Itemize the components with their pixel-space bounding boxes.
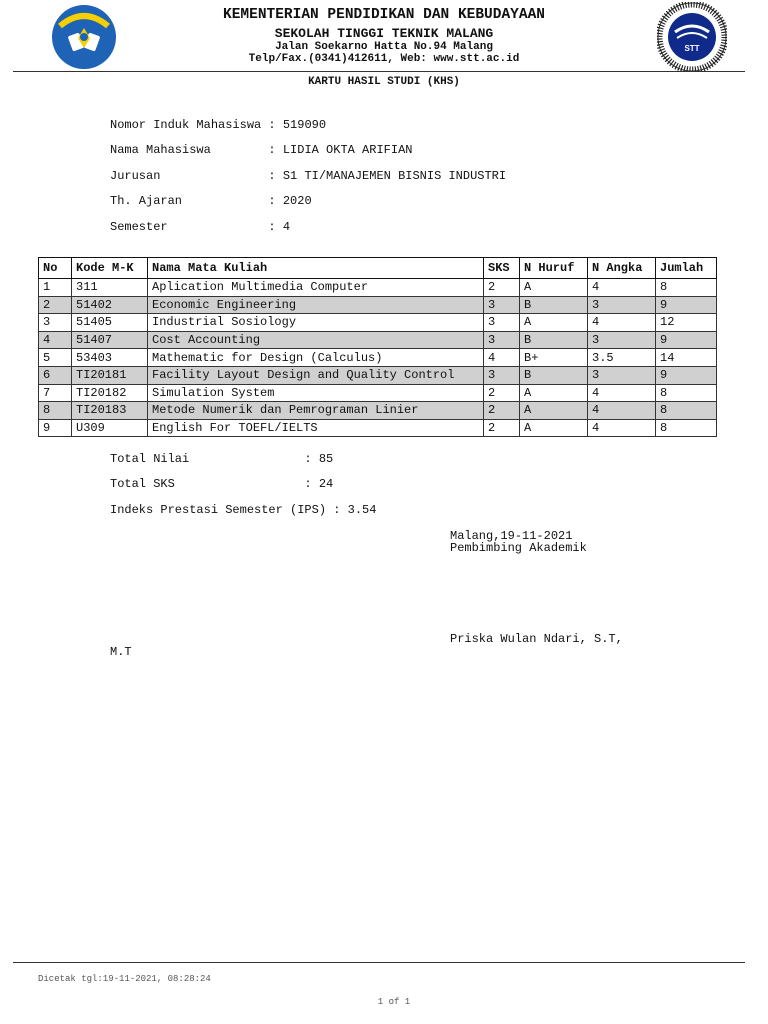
document-title: KARTU HASIL STUDI (KHS) (308, 76, 460, 88)
cell-course: English For TOEFL/IELTS (148, 419, 484, 437)
cell-sks: 3 (484, 314, 520, 332)
col-header-total: Jumlah (656, 258, 717, 279)
cell-number-grade: 3 (588, 296, 656, 314)
table-row (39, 296, 717, 314)
cell-sks: 2 (484, 402, 520, 420)
stt-logo-text: STT (684, 44, 700, 53)
cell-course: Mathematic for Design (Calculus) (148, 349, 484, 367)
cell-letter-grade: A (520, 419, 588, 437)
nim-label: Nomor Induk Mahasiswa : (110, 118, 276, 132)
cell-total: 14 (656, 349, 717, 367)
cell-number-grade: 4 (588, 419, 656, 437)
cell-total: 8 (656, 402, 717, 420)
cell-sks: 3 (484, 331, 520, 349)
cell-number-grade: 4 (588, 314, 656, 332)
cell-course: Economic Engineering (148, 296, 484, 314)
name-value: LIDIA OKTA ARIFIAN (282, 143, 413, 157)
cell-course: Aplication Multimedia Computer (148, 279, 484, 297)
col-header-code: Kode M-K (72, 258, 148, 279)
cell-code: TI20181 (72, 366, 148, 384)
total-sks-value: 24 (318, 477, 334, 491)
student-major-row (110, 169, 506, 183)
student-year-row (110, 194, 312, 208)
cell-sks: 2 (484, 384, 520, 402)
cell-sks: 4 (484, 349, 520, 367)
table-row (39, 349, 717, 367)
name-label: Nama Mahasiswa : (110, 143, 276, 157)
cell-letter-grade: B (520, 331, 588, 349)
grades-table (38, 257, 717, 437)
cell-total: 8 (656, 279, 717, 297)
cell-sks: 2 (484, 419, 520, 437)
cell-course: Metode Numerik dan Pemrograman Linier (148, 402, 484, 420)
cell-letter-grade: B (520, 296, 588, 314)
cell-course: Facility Layout Design and Quality Control (148, 366, 484, 384)
cell-no: 4 (39, 331, 72, 349)
nim-value: 519090 (282, 118, 327, 132)
cell-no: 8 (39, 402, 72, 420)
ips-row (110, 503, 376, 517)
cell-course: Simulation System (148, 384, 484, 402)
header-divider (13, 71, 745, 72)
cell-total: 9 (656, 296, 717, 314)
ministry-title: KEMENTERIAN PENDIDIKAN DAN KEBUDAYAAN (223, 7, 545, 23)
cell-total: 8 (656, 419, 717, 437)
cell-sks: 3 (484, 296, 520, 314)
cell-code: 51407 (72, 331, 148, 349)
cell-no: 5 (39, 349, 72, 367)
signature-name: Priska Wulan Ndari, S.T, (450, 632, 623, 646)
school-address: Jalan Soekarno Hatta No.94 Malang (275, 41, 493, 53)
cell-code: TI20183 (72, 402, 148, 420)
cell-no: 9 (39, 419, 72, 437)
student-semester-row (110, 220, 290, 234)
signature-name-suffix: M.T (110, 645, 132, 659)
cell-code: U309 (72, 419, 148, 437)
table-row (39, 314, 717, 332)
student-nim-row (110, 118, 326, 132)
total-nilai-value: 85 (318, 452, 334, 466)
school-name: SEKOLAH TINGGI TEKNIK MALANG (274, 26, 494, 41)
cell-number-grade: 4 (588, 402, 656, 420)
table-row (39, 279, 717, 297)
cell-total: 8 (656, 384, 717, 402)
table-row (39, 331, 717, 349)
signature-role: Pembimbing Akademik (450, 541, 587, 555)
table-row (39, 419, 717, 437)
cell-code: 311 (72, 279, 148, 297)
cell-number-grade: 4 (588, 279, 656, 297)
cell-no: 1 (39, 279, 72, 297)
cell-number-grade: 3 (588, 366, 656, 384)
cell-total: 12 (656, 314, 717, 332)
total-sks-row (110, 477, 333, 491)
cell-sks: 3 (484, 366, 520, 384)
semester-label: Semester : (110, 220, 276, 234)
col-header-no: No (39, 258, 72, 279)
print-timestamp: Dicetak tgl:19-11-2021, 08:28:24 (38, 974, 211, 984)
total-nilai-label: Total Nilai : (110, 452, 312, 466)
col-header-number-grade: N Angka (588, 258, 656, 279)
total-sks-label: Total SKS : (110, 477, 312, 491)
cell-number-grade: 4 (588, 384, 656, 402)
footer-divider (13, 962, 745, 963)
student-name-row (110, 143, 412, 157)
cell-letter-grade: A (520, 314, 588, 332)
ips-label: Indeks Prestasi Semester (IPS) : (110, 503, 341, 517)
semester-value: 4 (282, 220, 291, 234)
cell-letter-grade: A (520, 402, 588, 420)
major-label: Jurusan : (110, 169, 276, 183)
total-nilai-row (110, 452, 333, 466)
ips-value: 3.54 (347, 503, 377, 517)
cell-code: TI20182 (72, 384, 148, 402)
col-header-letter-grade: N Huruf (520, 258, 588, 279)
cell-letter-grade: B+ (520, 349, 588, 367)
year-value: 2020 (282, 194, 312, 208)
school-contact: Telp/Fax.(0341)412611, Web: www.stt.ac.id (248, 53, 520, 65)
cell-course: Cost Accounting (148, 331, 484, 349)
page-number: 1 of 1 (377, 997, 411, 1007)
cell-no: 6 (39, 366, 72, 384)
col-header-course: Nama Mata Kuliah (148, 258, 484, 279)
signature-place-date: Malang,19-11-2021 (450, 529, 573, 543)
cell-code: 53403 (72, 349, 148, 367)
cell-sks: 2 (484, 279, 520, 297)
cell-total: 9 (656, 366, 717, 384)
major-value: S1 TI/MANAJEMEN BISNIS INDUSTRI (282, 169, 507, 183)
year-label: Th. Ajaran : (110, 194, 276, 208)
cell-course: Industrial Sosiology (148, 314, 484, 332)
cell-letter-grade: A (520, 384, 588, 402)
cell-letter-grade: B (520, 366, 588, 384)
cell-no: 2 (39, 296, 72, 314)
cell-code: 51405 (72, 314, 148, 332)
cell-no: 7 (39, 384, 72, 402)
cell-no: 3 (39, 314, 72, 332)
cell-number-grade: 3 (588, 331, 656, 349)
col-header-sks: SKS (484, 258, 520, 279)
table-row (39, 384, 717, 402)
cell-number-grade: 3.5 (588, 349, 656, 367)
table-header-row (39, 258, 717, 279)
table-row (39, 366, 717, 384)
table-row (39, 402, 717, 420)
cell-letter-grade: A (520, 279, 588, 297)
cell-code: 51402 (72, 296, 148, 314)
cell-total: 9 (656, 331, 717, 349)
